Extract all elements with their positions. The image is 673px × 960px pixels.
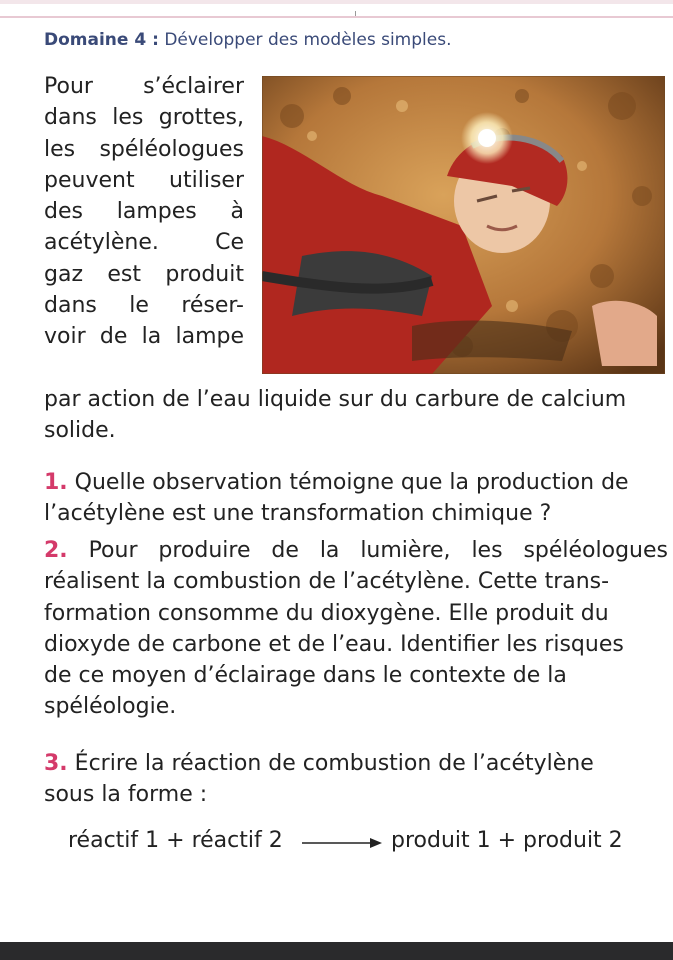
- question-line: dioxyde de carbone et de l’eau. Identifier les risques: [44, 631, 624, 657]
- intro-line: les spéléologues: [44, 136, 244, 162]
- reaction-arrow-icon: [302, 836, 382, 850]
- question-line: réalisent la combustion de l’acétylène. Cette trans-: [44, 569, 610, 595]
- question-line: formation consomme du dioxygène. Elle produit du: [44, 600, 609, 626]
- top-rule: [0, 16, 673, 18]
- reaction-equation: [68, 828, 648, 860]
- question-line: [44, 535, 668, 566]
- equation-products: produit 1 + produit 2: [391, 828, 623, 853]
- question-line: [44, 467, 668, 498]
- question-line: spéléologie.: [44, 694, 177, 720]
- intro-wrapped-text: [44, 71, 244, 353]
- intro-line: gaz est produit: [44, 261, 244, 287]
- domain-heading: [44, 30, 451, 50]
- question-number: 3.: [44, 751, 68, 776]
- question-1: [44, 467, 668, 530]
- intro-line: peuvent utiliser: [44, 167, 244, 193]
- question-2: [44, 535, 668, 723]
- intro-line: dans les grottes,: [44, 105, 244, 131]
- question-text: Pour produire de la lumière, les spéléologues: [88, 538, 668, 563]
- question-number: 1.: [44, 470, 68, 495]
- intro-line: des lampes à: [44, 199, 244, 225]
- caver-photo: [262, 76, 665, 374]
- intro-line: par action de l’eau liquide sur du carbure de calcium: [44, 387, 627, 412]
- intro-full-text: [44, 384, 668, 447]
- domain-label: Domaine 4 :: [44, 30, 159, 50]
- question-3: [44, 748, 668, 811]
- question-text: Quelle observation témoigne que la production de: [74, 470, 629, 495]
- question-line: l’acétylène est une transformation chimique ?: [44, 501, 552, 527]
- top-band: [0, 0, 673, 4]
- question-line: de ce moyen d’éclairage dans le contexte de la: [44, 663, 567, 689]
- bottom-bar: [0, 942, 673, 960]
- question-text: Écrire la réaction de combustion de l’acétylène: [74, 751, 594, 776]
- top-tick-mark: [355, 11, 356, 16]
- intro-line: solide.: [44, 418, 116, 444]
- intro-line: acétylène. Ce: [44, 230, 244, 256]
- intro-line: voir de la lampe: [44, 324, 244, 350]
- equation-reactants: réactif 1 + réactif 2: [68, 828, 283, 853]
- intro-line: dans le réser-: [44, 293, 244, 319]
- domain-title: Développer des modèles simples.: [164, 30, 452, 50]
- question-number: 2.: [44, 538, 68, 563]
- intro-line: Pour s’éclairer: [44, 74, 244, 99]
- question-line: [44, 748, 668, 779]
- question-line: sous la forme :: [44, 782, 208, 808]
